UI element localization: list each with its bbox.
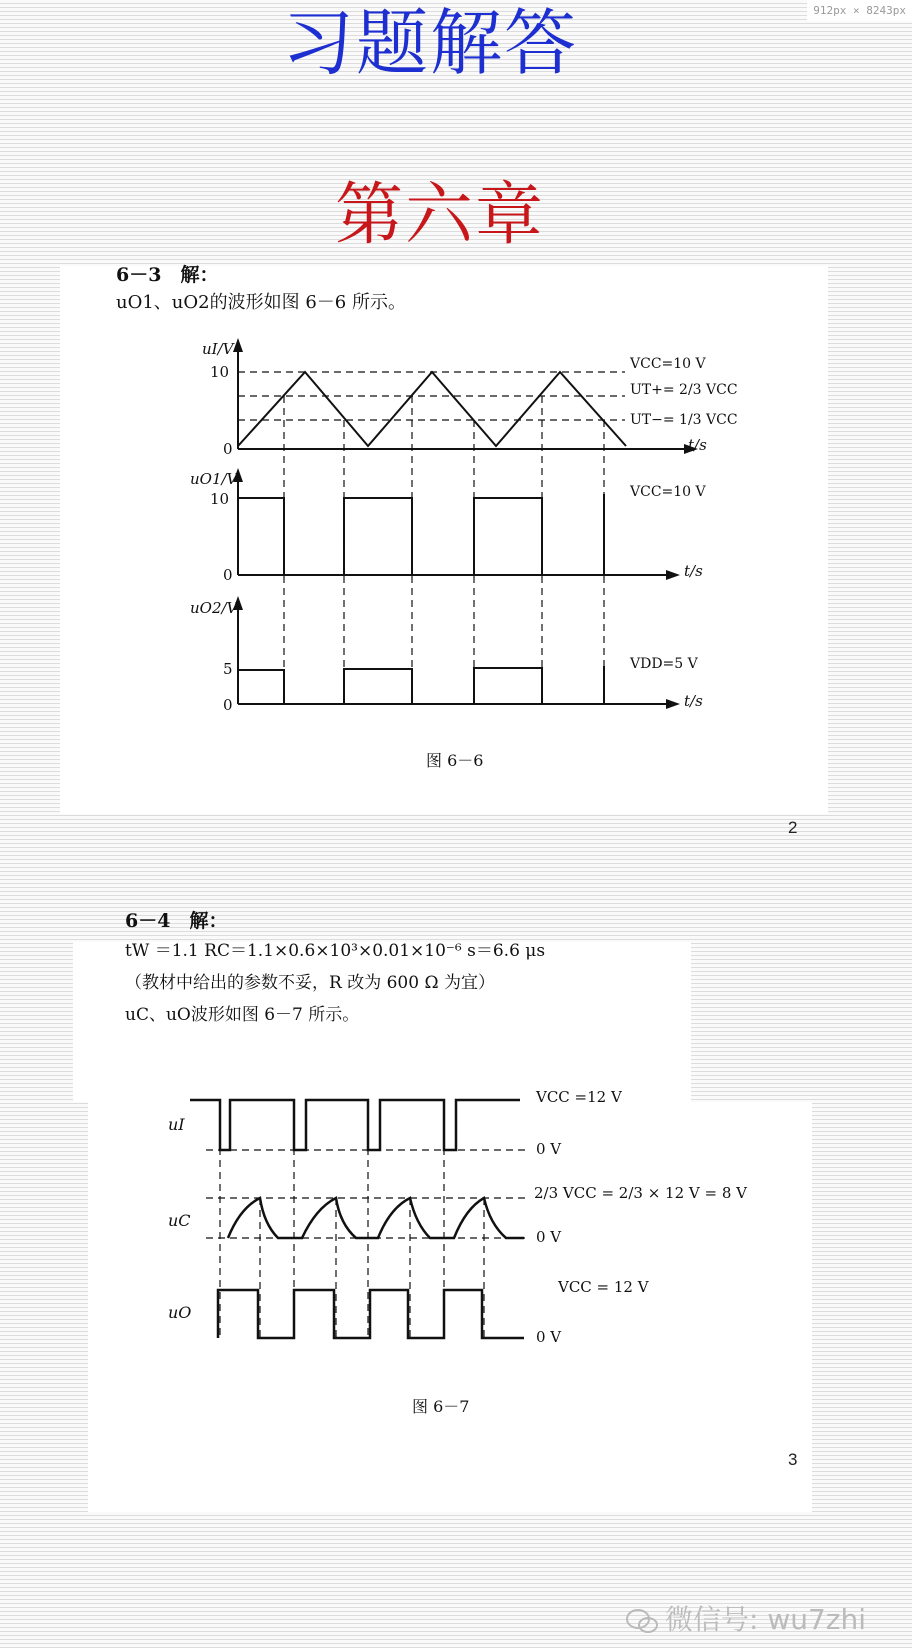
- label-vcc: VCC=10 V: [630, 356, 706, 372]
- triangle-wave: [238, 372, 626, 446]
- tick-ui-10: 10: [210, 363, 230, 381]
- uo2-wave: [238, 666, 604, 704]
- figure-6-7: [88, 1088, 812, 1512]
- tick-uo2-5: 5: [223, 660, 233, 678]
- problem-formula-6-4: tW ＝1.1 RC＝1.1×0.6×10³×0.01×10⁻⁶ s＝6.6 μs: [125, 941, 546, 961]
- page-number-2: 2: [788, 818, 798, 837]
- uo-wave: [218, 1290, 524, 1338]
- label-vdd-uo2: VDD=5 V: [630, 656, 698, 672]
- label-ut-minus: UT−= 1/3 VCC: [630, 412, 738, 428]
- figure-6-6: [60, 266, 828, 814]
- label-vcc-12v-uo: VCC = 12 V: [558, 1278, 649, 1296]
- ui-wave: [190, 1100, 520, 1150]
- label-t-axis-2: t/s: [684, 562, 703, 580]
- tick-uo2-0: 0: [223, 696, 233, 714]
- label-uo2-axis: uO2/V: [190, 599, 238, 617]
- uo1-wave: [238, 494, 604, 575]
- label-uc-0v: 0 V: [536, 1228, 562, 1246]
- label-ui-axis: uI/V: [202, 340, 234, 358]
- arrow-t2-axis: [666, 570, 680, 580]
- figure-caption-6-7: 图 6－7: [412, 1397, 470, 1416]
- watermark: [625, 1598, 866, 1638]
- label-uo-0v: 0 V: [536, 1328, 562, 1346]
- label-ui-0v: 0 V: [536, 1140, 562, 1158]
- label-ut-plus: UT+= 2/3 VCC: [630, 382, 738, 398]
- label-ui: uI: [168, 1115, 185, 1134]
- label-two-thirds-vcc: 2/3 VCC = 2/3 × 12 V = 8 V: [534, 1184, 747, 1202]
- problem-sentence-6-3: uO1、uO2的波形如图 6－6 所示。: [116, 292, 406, 313]
- chapter-title: 第六章: [334, 176, 545, 255]
- page-number-3: 3: [788, 1450, 798, 1469]
- problem-sentence-6-4: uC、uO波形如图 6－7 所示。: [125, 1005, 360, 1025]
- wechat-icon-svg: [625, 1608, 659, 1634]
- uc-wave: [228, 1198, 524, 1238]
- tick-uo1-0: 0: [223, 566, 233, 584]
- label-t-axis-1: t/s: [688, 436, 707, 454]
- figure-caption-6-6: 图 6－6: [426, 751, 484, 770]
- slide-6-4-text: [73, 910, 691, 1102]
- tick-ui-0: 0: [223, 440, 233, 458]
- problem-heading-6-4: 6－4 解：: [125, 910, 228, 932]
- image-size-tag: 912px × 8243px: [807, 0, 912, 21]
- problem-heading-6-3: 6－3 解：: [116, 264, 219, 286]
- label-uo: uO: [168, 1303, 192, 1322]
- problem-note-6-4: （教材中给出的参数不妥，R 改为 600 Ω 为宜）: [125, 973, 495, 993]
- arrow-t3-axis: [666, 699, 680, 709]
- label-uc: uC: [168, 1211, 191, 1230]
- wechat-icon: [625, 1608, 659, 1634]
- tick-uo1-10: 10: [210, 490, 230, 508]
- slide-6-4-figure: [88, 1088, 812, 1512]
- slide-6-3: [60, 266, 828, 814]
- label-vcc-uo1: VCC=10 V: [630, 484, 706, 500]
- label-vcc-12v: VCC =12 V: [536, 1088, 622, 1106]
- label-t-axis-3: t/s: [684, 692, 703, 710]
- label-uo1-axis: uO1/V: [190, 470, 238, 488]
- page-title: 习题解答: [281, 1, 578, 85]
- watermark-text: 微信号: wu7zhi: [665, 1603, 867, 1636]
- arrow-ui-axis: [233, 338, 243, 352]
